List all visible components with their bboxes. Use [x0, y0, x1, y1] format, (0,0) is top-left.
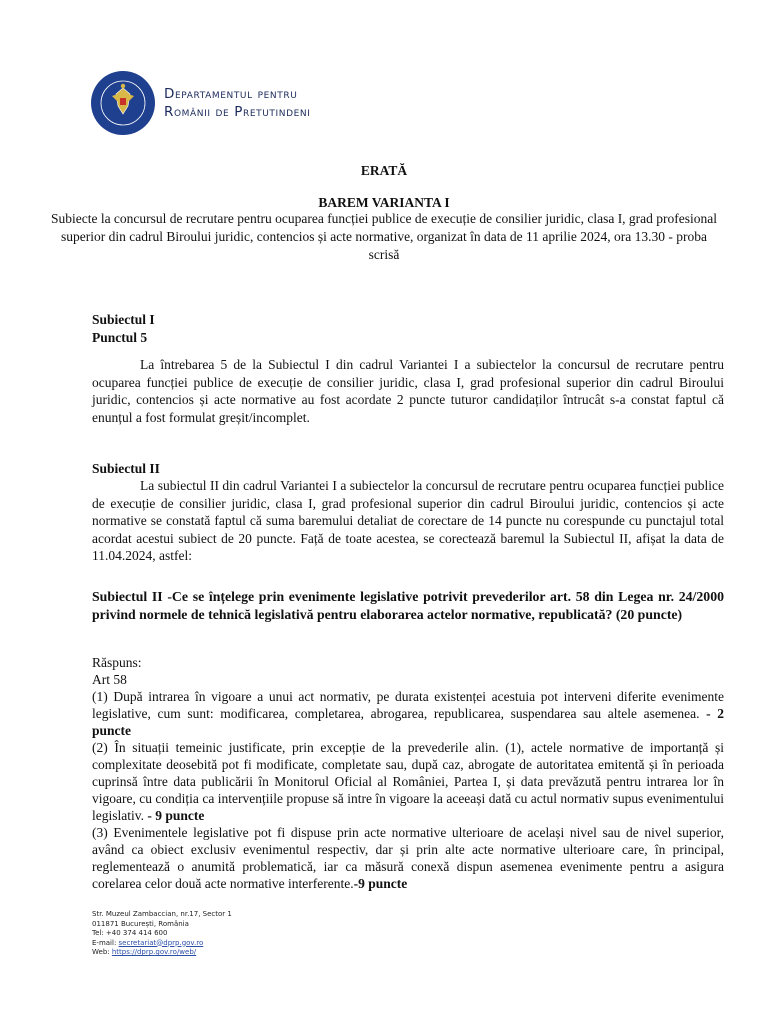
subject-1-title: Subiectul I: [92, 312, 155, 327]
document-subtitle: BAREM VARIANTA I: [318, 195, 450, 210]
footer-email-label: E-mail:: [92, 938, 119, 947]
answer-paragraph-2-text: (2) În situații temeinic justificate, prin excepție de la prevederile alin. (1), actele normative de importanță și complexitate deosebită pot fi modificate, completate sau, după caz, abrogate de autoritatea emitentă și în perioada cuprinsă între data publicării în Monitorul Oficial al României, Partea I, și data prevăzută pentru intrarea lor în vigoare, cu condiția ca intervențiile propuse să intre în vigoare la aceeași dată cu actul normativ supus evenimentului legislativ.: [92, 740, 724, 823]
footer-phone: Tel: +40 374 414 600: [92, 929, 168, 937]
footer-web-row: [92, 948, 232, 958]
department-name: [164, 85, 310, 121]
subject-1-paragraph: La întrebarea 5 de la Subiectul I din cadrul Variantei I a subiectelor la concursul de recrutare pentru ocuparea funcției publice de execuție de consilier juridic, clasa I, grad profesional superior din cadrul Biroului juridic, contencios și acte normative au fost acordate 2 puncte tuturor candidaților întrucât s-a constat faptul că enunțul a fost formulat greșit/incomplet.: [92, 357, 724, 425]
footer-web-label: Web:: [92, 948, 112, 956]
answer-label: Răspuns:: [92, 655, 142, 670]
answer-paragraph-3-text: (3) Evenimentele legislative pot fi dispuse prin acte normative ulterioare de același nivel sau de nivel superior, având ca obiect exclusiv evenimentul respectiv, dar și prin alte acte normative ulterioare care, în principal, reglementează o anumită problematică, iar ca măsură conexă dispun asemenea evenimente pentru a asigura corelarea celor două acte normative interferente.: [92, 825, 724, 891]
answer-paragraph-1-points: - 2 puncte: [92, 706, 724, 738]
subject-1-point: Punctul 5: [92, 329, 148, 345]
footer-email-link[interactable]: secretariat@dprp.gov.ro: [118, 938, 204, 947]
footer-address-1: Str. Muzeul Zambaccian, nr.17, Sector 1: [92, 910, 232, 918]
letterhead: [90, 70, 310, 136]
answer-paragraph-3-points: -9 puncte: [353, 876, 408, 891]
department-line-1: Departamentul pentru: [164, 86, 298, 102]
government-seal-icon: [90, 70, 156, 136]
answer-paragraph-3: [92, 824, 724, 892]
footer-web-link[interactable]: https://dprp.gov.ro/web/: [111, 948, 197, 956]
answer-paragraph-1: [92, 688, 724, 739]
document-title: ERATĂ: [360, 163, 408, 178]
department-line-2: Românii de Pretutindeni: [164, 104, 311, 120]
subject-2-heading: Subiectul II: [92, 461, 160, 476]
answer-paragraph-1-text: (1) După intrarea în vigoare a unui act normativ, pe durata existenței acestuia pot interveni diferite evenimente legislative, cum sunt: modificarea, completarea, abrogarea, republicarea, suspendarea sau altele asemenea.: [92, 689, 724, 721]
answer-paragraph-2-points: - 9 puncte: [144, 808, 205, 823]
question-text: Subiectul II -Ce se înțelege prin evenimente legislative potrivit prevederilor art. 58 din Legea nr. 24/2000 privind normele de tehnică legislativă pentru elaborarea actelor normative, republicată? (20 puncte): [92, 589, 724, 622]
answer-paragraph-2: [92, 739, 724, 824]
subject-1-heading: [92, 311, 724, 346]
answer-section: [92, 654, 724, 892]
answer-article: Art 58: [92, 672, 127, 687]
footer-address-2: 011871 București, România: [92, 919, 189, 928]
document-intro: Subiecte la concursul de recrutare pentru ocuparea funcției publice de execuție de consilier juridic, clasa I, grad profesional superior din cadrul Biroului juridic, contencios și acte normative, organizat în data de 11 aprilie 2024, ora 13.30 - proba scrisă: [50, 211, 718, 262]
footer-contact: [92, 910, 232, 958]
subject-2-paragraph: La subiectul II din cadrul Variantei I a subiectelor la concursul de recrutare pentru ocuparea funcției publice de execuție de consilier juridic, clasa I, grad profesional superior din cadrul Biroului juridic, contencios și acte normative se constată faptul că suma baremului detaliat de corectare de 14 puncte nu corespunde cu punctajul total acordat acestui subiect de 20 puncte. Față de toate acestea, se corectează baremul la Subiectul II, afișat la data de 11.04.2024, astfel:: [92, 478, 724, 563]
footer-email-row: [92, 939, 232, 949]
